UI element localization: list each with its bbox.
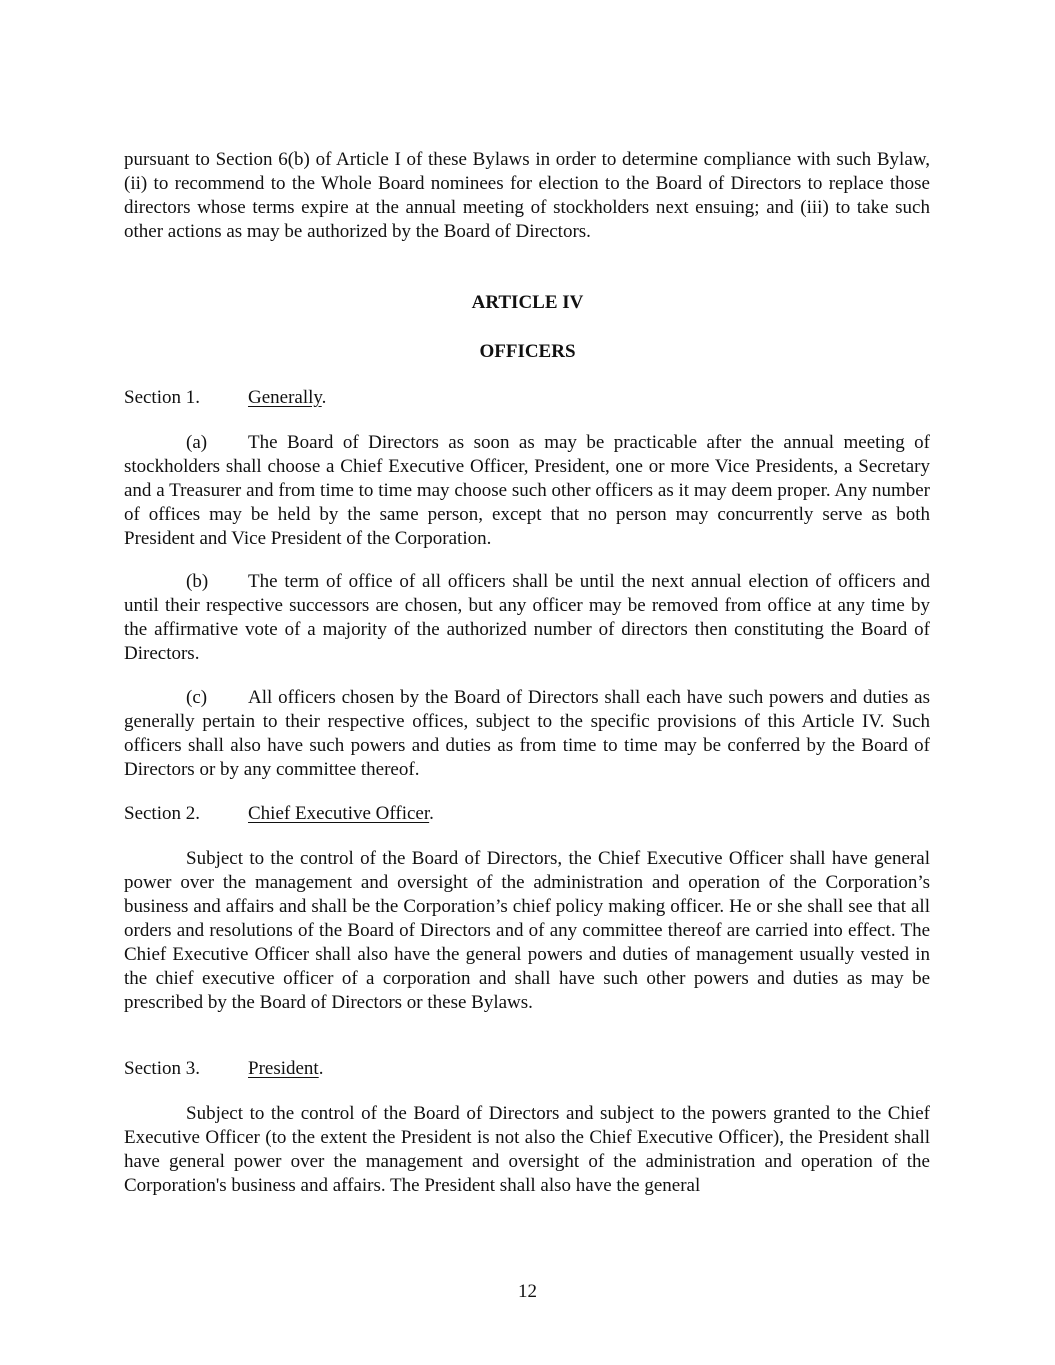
section-3-heading: Section 3. President. xyxy=(124,1058,324,1079)
section-2-heading: Section 2. Chief Executive Officer. xyxy=(124,803,434,824)
item-b-text: The term of office of all officers shall be until the next annual election of officers and until their respective successors are chosen, but any officer may be removed from office at any time by the affirmative vote of a majority of the authorized number of directors then constituting the Board of Directors. xyxy=(124,571,930,664)
article-title: OFFICERS xyxy=(479,341,576,362)
item-c-label: (c) xyxy=(186,687,208,708)
section-1-number: Section 1. xyxy=(124,387,200,408)
section-3-body: Subject to the control of the Board of Directors and subject to the powers granted to the Chief Executive Officer (to the extent the President is not also the Chief Executive Officer), the President shall have general power over the management and oversight of the administration and operation of the Corporation's business and affairs. The President shall also have the general xyxy=(124,1103,930,1196)
section-1-title: Generally xyxy=(248,387,322,408)
section-1-item-c xyxy=(124,686,930,782)
section-1-heading: Section 1. Generally. xyxy=(124,387,327,408)
intro-paragraph: pursuant to Section 6(b) of Article I of these Bylaws in order to determine compliance with such Bylaw, (ii) to recommend to the Whole Board nominees for election to the Board of Directors to replace those directors whose terms expire at the annual meeting of stockholders next ensuing; and (iii) to take such other actions as may be authorized by the Board of Directors. xyxy=(124,149,930,242)
item-a-text: The Board of Directors as soon as may be practicable after the annual meeting of stockholders shall choose a Chief Executive Officer, President, one or more Vice Presidents, a Secretary and a Treasurer and from time to time may choose such other officers as it may deem proper. Any number of offices may be held by the same person, except that no person may concurrently serve as both President and Vice President of the Corporation. xyxy=(124,432,930,549)
section-1-item-b xyxy=(124,570,930,666)
item-c-text: All officers chosen by the Board of Directors shall each have such powers and duties as generally pertain to their respective offices, subject to the specific provisions of this Article IV. Such officers shall also have such powers and duties as from time to time may be conferred by the Board of Directors or by any committee thereof. xyxy=(124,687,930,780)
section-3-title: President xyxy=(248,1058,319,1079)
section-2-body: Subject to the control of the Board of Directors, the Chief Executive Officer shall have general power over the management and oversight of the administration and operation of the Corporation’s business and affairs and shall be the Corporation’s chief policy making officer. He or she shall see that all orders and resolutions of the Board of Directors and of any committee thereof are carried into effect. The Chief Executive Officer shall also have the general powers and duties of management usually vested in the chief executive officer of a corporation and shall have such other powers and duties as may be prescribed by the Board of Directors or these Bylaws. xyxy=(124,848,930,1013)
item-a-label: (a) xyxy=(186,432,208,453)
section-2-title: Chief Executive Officer xyxy=(248,803,430,824)
section-3-number: Section 3. xyxy=(124,1058,200,1079)
section-2-number: Section 2. xyxy=(124,803,200,824)
article-number: ARTICLE IV xyxy=(471,292,584,313)
section-1-item-a xyxy=(124,431,930,551)
page-number: 12 xyxy=(518,1281,537,1302)
item-b-label: (b) xyxy=(186,571,209,592)
